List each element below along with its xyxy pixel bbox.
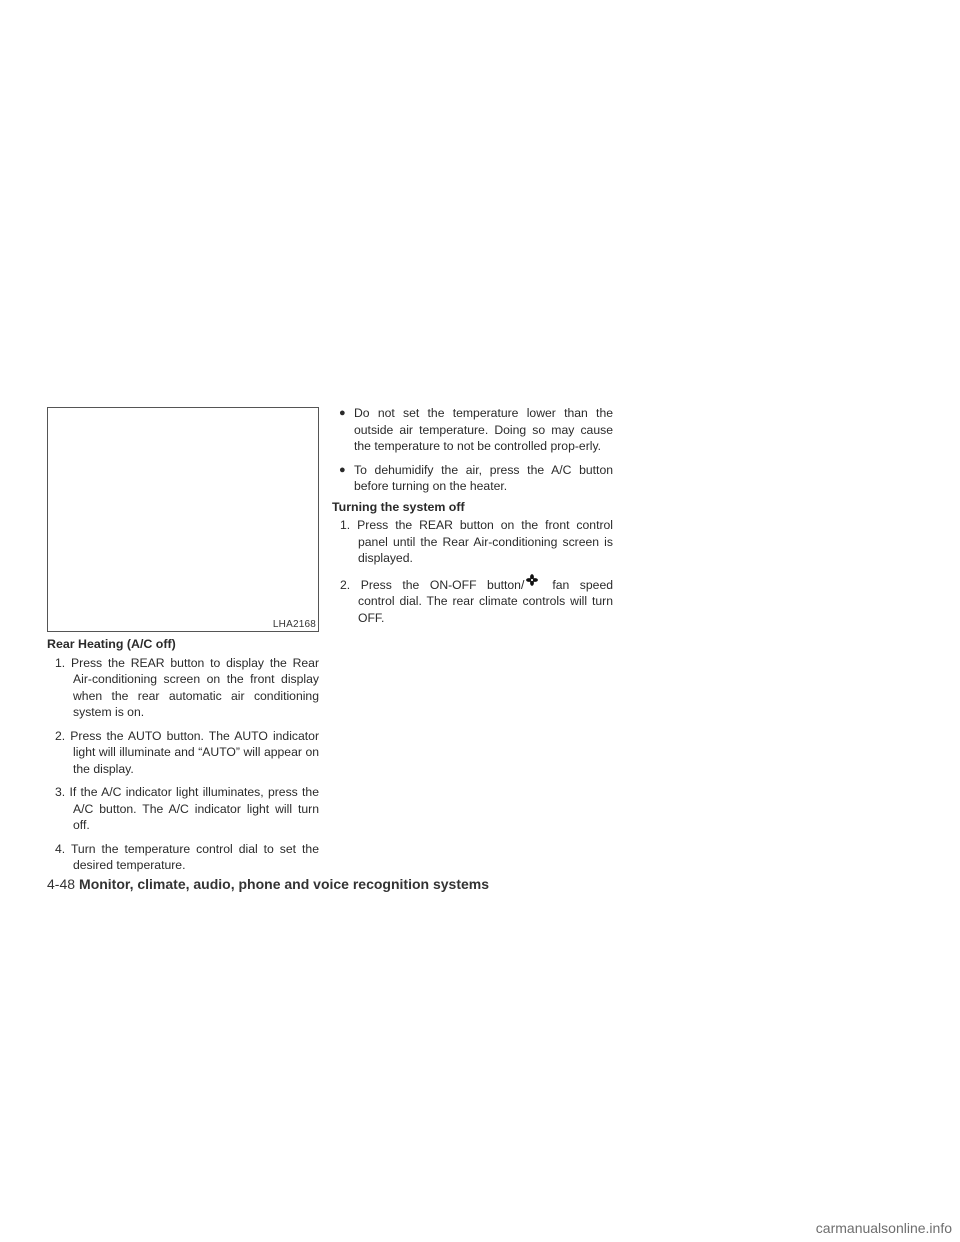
rear-heating-steps: [47, 655, 319, 874]
left-column: [47, 636, 319, 881]
watermark: carmanualsonline.info: [815, 1220, 952, 1236]
page-footer: [47, 876, 489, 892]
bullet-icon: ●: [339, 407, 346, 419]
step-number: 1.: [55, 655, 66, 670]
notes-list: [332, 405, 613, 495]
step-number: 2.: [340, 577, 351, 592]
list-item: [332, 405, 613, 455]
step-number: 3.: [55, 785, 66, 799]
list-item: [332, 574, 613, 627]
turning-off-steps: [332, 517, 613, 626]
step-text: Press the AUTO button. The AUTO indicator light will illuminate and “AUTO” will appear on the display.: [70, 728, 320, 776]
figure-id: LHA2168: [272, 619, 316, 630]
chapter-title: Monitor, climate, audio, phone and voice recognition systems: [79, 876, 489, 892]
step-number: 2.: [55, 728, 66, 743]
note-text: Do not set the temperature lower than the outside air temperature. Doing so may cause the temperature to not be controlled prop-erly.: [354, 406, 613, 453]
list-item: [332, 517, 613, 567]
step-text-after: fan speed control dial. The rear climate controls will turn OFF.: [358, 577, 614, 625]
right-column: [332, 405, 613, 633]
list-item: [47, 728, 319, 778]
step-text: Press the REAR button to display the Rear Air-conditioning screen on the front display when the rear automatic air conditioning system is on.: [71, 655, 319, 719]
list-item: [47, 841, 319, 874]
page-number: 4-48: [47, 876, 76, 892]
bullet-icon: ●: [339, 463, 346, 476]
step-number: 4.: [55, 841, 66, 856]
fan-icon: [526, 574, 538, 586]
section-heading-rear-heating: Rear Heating (A/C off): [47, 637, 176, 651]
list-item: [47, 784, 319, 834]
section-heading-turning-off: Turning the system off: [332, 499, 465, 514]
note-text: To dehumidify the air, press the A/C button before turning on the heater.: [354, 462, 613, 493]
step-text: If the A/C indicator light illuminates, press the A/C button. The A/C indicator light will turn off.: [69, 785, 319, 832]
step-text-before: Press the ON-OFF button/: [360, 577, 525, 592]
list-item: [332, 462, 613, 495]
figure-frame: [47, 407, 319, 632]
step-text: Press the REAR button on the front control panel until the Rear Air-conditioning screen is displayed.: [357, 518, 614, 565]
step-text: Turn the temperature control dial to set the desired temperature.: [70, 841, 319, 872]
step-number: 1.: [340, 518, 351, 532]
list-item: [47, 655, 319, 721]
